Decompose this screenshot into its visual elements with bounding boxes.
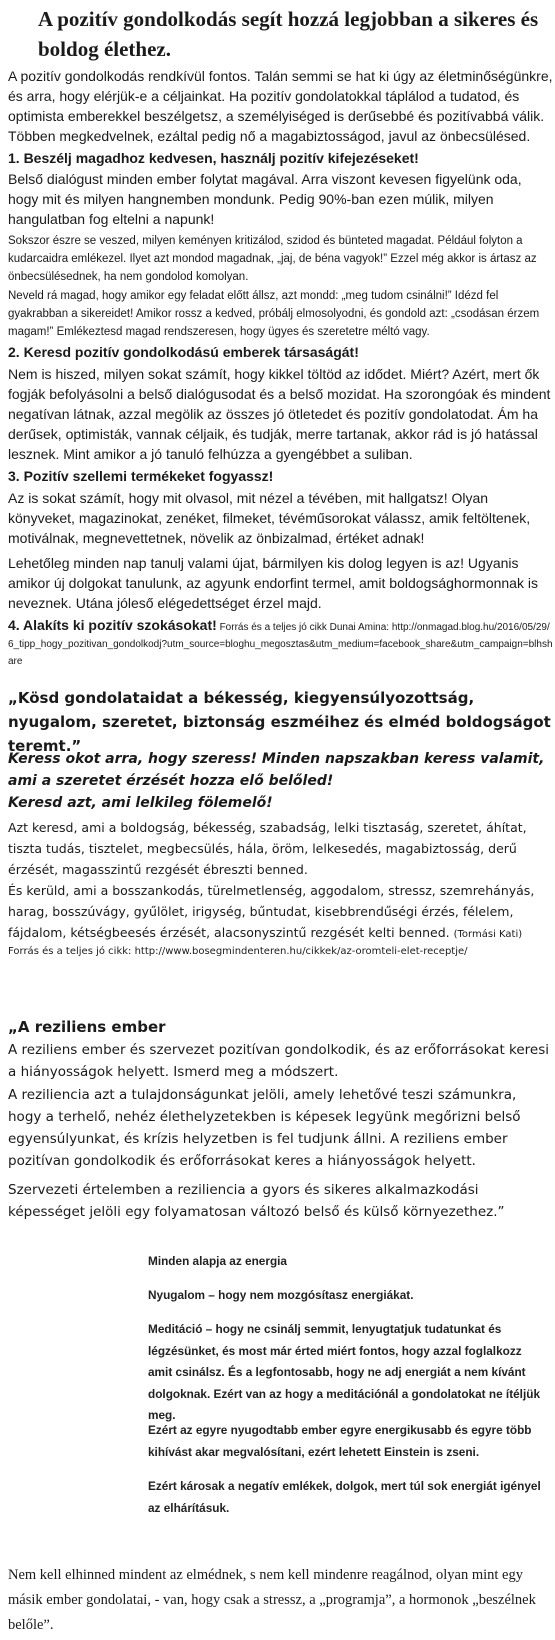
resilient-heading: „A reziliens ember: [8, 1018, 166, 1036]
source-2-link[interactable]: Forrás és a teljes jó cikk: http://www.bosegmindenteren.hu/cikkek/az-oromteli-elet-receptje/: [8, 946, 468, 957]
energy-line-4: Ezért az egyre nyugodtabb ember egyre energikusabb és egyre több kihívást akar megvalósítani, ezért lehetett Einstein is zseni.: [148, 1423, 532, 1459]
italic-love-text: Keress okot arra, hogy szeress! Minden napszakban keress valamit, ami a szeretet érzését hozza elő belőled!: [8, 751, 545, 789]
tip-1-small-2: Neveld rá magad, hogy amikor egy feladat előtt állsz, azt mondd: „meg tudom csinálni!” Idézd fel gyakrabban a sikereidet! Amikor rossz a kedved, próbálj elmosolyodni, és gondold azt: „csodásan érzem magam!” Emlékeztesd magad rendszeresen, hogy ügyes és szeretetre méltó vagy.: [8, 290, 540, 338]
avoid-paragraph: [8, 880, 553, 945]
source-link[interactable]: http://onmagad.blog.hu/2016/05/29/6_tipp_hogy_pozitivan_gondolkodj?utm_source=bloghu_megosztas&utm_medium=facebook_share&utm_campaign=blhshare: [8, 622, 553, 667]
tip-4-block: [8, 615, 553, 670]
tip-1-heading: 1. Beszélj magadhoz kedvesen, használj pozitív kifejezéseket!: [8, 150, 419, 166]
resilient-p2: A reziliencia azt a tulajdonságunkat jelöli, amely lehetővé teszi számunkra, hogy a terhelő, nehéz élethelyzetekben is képesek legyünk megőrizni belső egyensúlyunkat, és krízis helyzetben is fel tudjunk állni. A reziliens ember pozitívan gondolkodik és erőforrásokat keres a hiányosságok helyett.: [8, 1087, 521, 1169]
energy-line-2: Nyugalom – hogy nem mozgósítasz energiákat.: [148, 1288, 414, 1302]
avoid-text: És kerüld, ami a bosszankodás, türelmetlenség, aggodalom, stressz, szemrehányás, harag, bosszúvágy, gyűlölet, irigység, bűntudat, kisebbrendűségi érzés, félelem, fájdalom, kétségbeesés érzését, alacsonyszintű rezgését kelti benned.: [8, 883, 535, 940]
italic-uplift-text: Keresd azt, ami lelkileg fölemelő!: [8, 795, 273, 811]
tip-3-heading: 3. Pozitív szellemi termékeket fogyassz!: [8, 468, 274, 484]
closing-paragraph: Nem kell elhinned mindent az elmédnek, s nem kell mindenre reagálnod, olyan mint egy másik ember gondolatai, - van, hogy csak a stressz, a „programja”, a hormonok „beszélnek belőle”.: [8, 1567, 536, 1633]
energy-line-3: Meditáció – hogy ne csinálj semmit, lenyugtatjuk tudatunkat és légzésünket, és most már érted miért fontos, hogy azzal foglalkozz amit csinálsz. És a legfontosabb, hogy ne adj energiát a nem kívánt dolgoknak. Ezért van az hogy a meditációnál a gondolatokat ne ítéljük meg.: [148, 1322, 540, 1422]
tip-2-text: Nem is hiszed, milyen sokat számít, hogy kikkel töltöd az idődet. Miért? Azért, mert ők fogják befolyásolni a belső dialógusodat és a belső mozidat. Ha szorongóak és mindent negatívan látnak, azzal megölik az összes jó ötletedet és pozitív gondolatodat. Ám ha derűsek, optimisták, vannak céljaik, és tudják, merre tartanak, akkor rád is jó hatással lesznek. Mint amikor a jó tanuló felhúzza a gyengébbet a suliban.: [8, 366, 551, 462]
source-label: Forrás és a teljes jó cikk Dunai Amina:: [219, 622, 390, 633]
tip-1-small-1: Sokszor észre se veszed, milyen keményen kritizálod, szidod és bünteted magadat. Például folyton a kudarcaidra emlékezel. Ilyet azt mondod magadnak, „jaj, de béna vagyok!” Ezzel még akkor is ártasz az önbecsülésednek, ha nem gondolod komolyan.: [8, 235, 537, 283]
tip-4-heading: 4. Alakíts ki pozitív szokásokat!: [8, 617, 217, 633]
tip-3-text-1: Az is sokat számít, hogy mit olvasol, mit nézel a tévében, mit hallgatsz! Olyan könyveket, magazinokat, zenéket, filmeket, tévéműsorokat válassz, amik feltöltenek, motiválnak, megnevettetnek, növelik az önbizalmad, értéket adnak!: [8, 490, 531, 546]
search-paragraph: Azt keresd, ami a boldogság, békesség, szabadság, lelki tisztaság, szeretet, áhítat, tiszta tudás, tisztelet, megbecsülés, hála, öröm, lelkesedés, magabiztosság, derű érzését, magasszintű rezgését ébreszti benned.: [8, 820, 527, 877]
intro-paragraph: A pozitív gondolkodás rendkívül fontos. Talán semmi se hat ki úgy az életminőségünkre, és arra, hogy elérjük-e a céljainkat. Ha pozitív gondolatokkal táplálod a tudatod, és optimista emberekkel beszélgetsz, a személyiséged is derűsebbé és pozitívabbá válik. Többen megkedvelnek, ezáltal pedig nő a magabiztosságod, javul az önbecsülésed.: [8, 68, 553, 144]
tip-3-text-2: Lehetőleg minden nap tanulj valami újat, bármilyen kis dolog legyen is az! Ugyanis amikor új dolgokat tanulunk, az agyunk endorfint termel, amit boldogsághormonnak is neveznek. Utána jóleső elégedettséget érzel majd.: [8, 555, 538, 611]
author-note: (Tormási Kati): [453, 929, 523, 940]
quote-heading: „Kösd gondolataidat a békesség, kiegyensúlyozottság, nyugalom, szeretet, biztonság eszméihez és elméd boldogságot teremt.”: [8, 689, 551, 755]
resilient-p1: A reziliens ember és szervezet pozitívan gondolkodik, és az erőforrásokat keresi a hiányosságok helyett. Ismerd meg a módszert.: [8, 1042, 550, 1080]
energy-line-1: Minden alapja az energia: [148, 1254, 287, 1268]
tip-2-heading: 2. Keresd pozitív gondolkodású emberek társaságát!: [8, 344, 359, 360]
tip-1-text: Belső dialógust minden ember folytat magával. Arra viszont kevesen figyelünk oda, hogy mit és milyen hangnemben mondunk. Pedig 90%-ban ezen múlik, milyen hangulatban fog eltelni a napunk!: [8, 171, 522, 227]
resilient-p3: Szervezeti értelemben a reziliencia a gyors és sikeres alkalmazkodási képességet jelöli egy folyamatosan változó belső és külső környezethez.”: [8, 1182, 505, 1220]
energy-line-5: Ezért károsak a negatív emlékek, dolgok, mert túl sok energiát igényel az elhárításuk.: [148, 1479, 541, 1515]
page-title: A pozitív gondolkodás segít hozzá legjobban a sikeres és boldog élethez.: [38, 7, 539, 61]
